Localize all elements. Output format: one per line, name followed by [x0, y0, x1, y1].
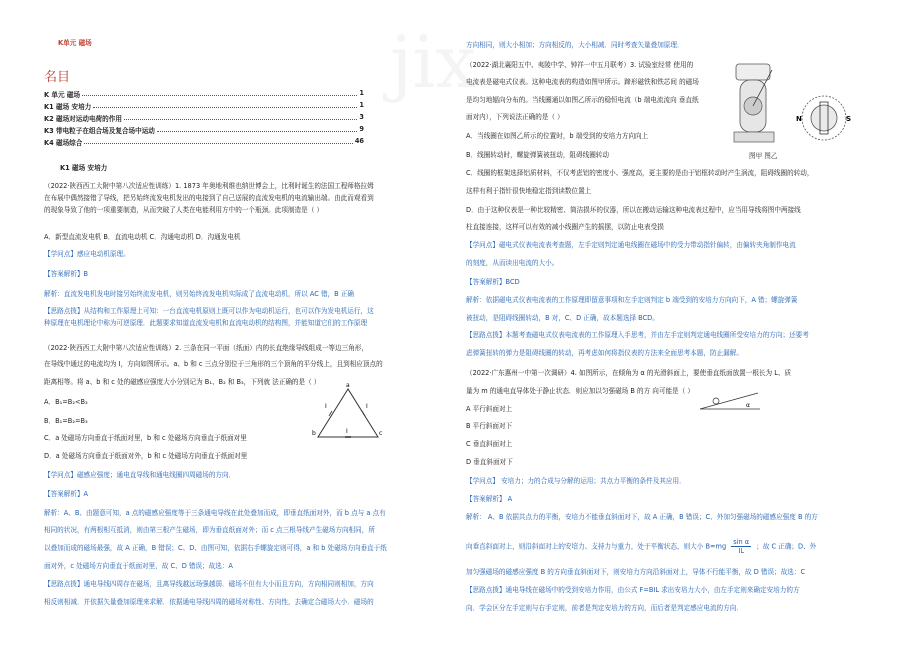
- q2-option-d: D．a 处磁场方向垂直于纸面对外，b 和 c 处磁场方向垂直于纸面对里: [44, 452, 248, 460]
- toc-leader: [157, 125, 358, 132]
- q1-hint: 种原理在电机理论中称为可逆原理．此题要求知道直流发电机和直流电动机的结构图，并能知道它们的工作原理: [44, 319, 368, 327]
- continued-hint: 方向相同，则大小相加；方向相反的，大小相减．同时考查矢量叠加原理．: [466, 41, 684, 49]
- q4-knowledge-point: 【学问点】 安培力；力的合成与分解的运用；共点力平衡的条件及其应用．: [466, 477, 686, 485]
- triangle-wire-figure: [312, 383, 384, 441]
- toc-entry-label: K3 带电粒子在组合场及复合场中运动: [44, 127, 155, 135]
- q4-explanation: [466, 538, 886, 555]
- q3-option-a: A．当线圈在如图乙所示的位置时，b 端受到的安培力方向向上: [466, 132, 649, 140]
- q3-answer: 【答案解析】BCD: [466, 278, 520, 286]
- q3-explanation: 被扭动，是阻碍线圈转动，B 对，C、D 正确，故本题选择 BCD。: [466, 314, 659, 322]
- toc-entry-page: 1: [359, 101, 364, 109]
- q2-option-c: C．a 处磁场方向垂直于纸面对里，b 和 c 处磁场方向垂直于纸面对里: [44, 434, 247, 442]
- toc-title: 名目: [44, 70, 71, 85]
- q3-knowledge-point: 的刻度，从而读出电流的大小。: [466, 259, 559, 267]
- toc-leader: [84, 137, 352, 144]
- toc-entry-label: K2 磁场对运动电荷的作用: [44, 115, 122, 123]
- q4-text: （2022·广东惠州一中第一次调研）4. 如图所示，在倾角为 α 的光滑斜面上，要使垂直纸面放置一根长为 L、质: [466, 369, 792, 377]
- q2-option-a: A．B₁=B₂<B₃: [44, 398, 88, 406]
- q2-option-b: B．B₁=B₂=B₃: [44, 417, 88, 425]
- q2-hint: 【思路点拨】通电导线四周存在磁场，且离导线越远场强越弱．磁场不但有大小而且方向，方向相同则相加，方向: [44, 580, 374, 588]
- q1-text: 在布展中偶然接错了导线，把另始终流发电机发出的电接到了自己送展的直流发电机的电流输出端。由此而观看到: [44, 194, 374, 202]
- section-title: K1 磁场 安培力: [60, 164, 108, 172]
- q4-explanation-text: 向垂直斜面对上，则沿斜面对上的安培力、支持力与重力，处于平衡状态，则大小 B=mg: [466, 542, 727, 551]
- toc-entry-page: 1: [359, 89, 364, 97]
- q4-explanation: 解析： A、B 依据共点力的平衡，安培力不能垂直斜面对下，故 A 正确，B 错误；C、外加匀强磁场的磁感应强度 B 的方: [466, 513, 818, 521]
- formula-fraction: [731, 538, 751, 555]
- q1-text: 的现象导致了他的一项重要制造，从而突破了人类在电能利用方中的一个瓶颈。此项制造是（ ）: [44, 206, 324, 214]
- formula-denominator: IL: [738, 547, 744, 555]
- q3-text: 面对内），下列说法正确的是（ ）: [466, 113, 564, 121]
- toc-leader: [124, 113, 357, 120]
- q4-option-a: A 平行斜面对上: [466, 405, 513, 413]
- q2-text: 在导线中通过的电流均为 I，方向如图所示。a、b 和 c 三点分别位于三角形的三个顶角的平分线上，且到相应顶点的: [44, 360, 383, 368]
- q3-option-c: C．线圈的框架选择铝质材料，不仅考虑铝的密度小、强度高，更主要的是由于铝框转动时产生涡流，阻碍线圈的转动，: [466, 169, 814, 177]
- toc-entry-page: 9: [359, 125, 364, 133]
- meter-structure-figure: [726, 58, 786, 150]
- q2-answer: 【答案解析】A: [44, 490, 89, 498]
- pole-label: S: [846, 115, 852, 123]
- q1-hint: 【思路点拨】从结构和工作原理上可知：一台直流电机原则上既可以作为电动机运行，也可以作为发电机运行，这: [44, 307, 374, 315]
- q2-knowledge-point: 【学问点】磁感应强度；通电直导线和通电线圈四周磁场的方向．: [44, 471, 236, 479]
- q4-option-c: C 垂直斜面对上: [466, 440, 513, 448]
- current-label: I: [325, 403, 327, 410]
- formula-numerator: sin α: [733, 538, 750, 546]
- q2-explanation: 面对外，c 处磁场方向垂直于纸面对里，故 C、D 错误；故选：A: [44, 562, 233, 570]
- q4-option-d: D 垂直斜面对下: [466, 458, 513, 466]
- q3-option-b: B．线圈转动时，螺旋弹簧被扭动，阻碍线圈转动: [466, 151, 609, 159]
- toc-entry-page: 3: [359, 113, 364, 121]
- unit-header: K单元 磁场: [58, 39, 92, 47]
- pole-label: N: [796, 115, 802, 123]
- q3-option-c: 这样有利于指针很快地稳定指到读数位置上: [466, 187, 592, 195]
- coil-cross-section-figure: [794, 90, 854, 150]
- toc-entry-label: K4 磁场综合: [44, 139, 83, 147]
- toc-leader: [82, 89, 357, 96]
- q1-explanation: 解析：直流发电机发电时接另始终流发电机，则另始终流发电机实际成了直流电动机，所以 AC 错，B 正确: [44, 290, 354, 298]
- toc-entry[interactable]: [44, 89, 364, 99]
- q3-text: 电流表是磁电式仪表。这种电流表的构造如图甲所示。蹄形磁铁和铁芯间 的磁场: [466, 78, 699, 86]
- toc-entry-page: 46: [354, 137, 364, 145]
- watermark: [390, 20, 476, 104]
- point-label: b: [312, 430, 316, 437]
- q3-text: 是均匀地辐向分布的。当线圈通以如图乙所示的稳恒电流（b 端电流流向 垂直纸: [466, 96, 699, 104]
- toc-entry-label: K1 磁场 安培力: [44, 103, 92, 111]
- q3-knowledge-point: 【学问点】磁电式仪表电流表考查题，左手定则判定通电线圈在磁场中的受力带动指针偏转，由偏转夹角制作电流: [466, 241, 796, 249]
- q4-explanation-text: ；故 C 正确；D、外: [756, 542, 817, 551]
- q1-knowledge-point: 【学问点】感应电动机原理。: [44, 250, 130, 258]
- point-label: a: [346, 383, 350, 389]
- toc-entry-label: K 单元 磁场: [44, 91, 81, 99]
- q4-hint: 向．学会区分左手定则与右手定则，前者是判定安培力的方向，而后者是判定感应电流的方向．: [466, 604, 743, 612]
- q1-options: A．新型直流发电机 B．直流电动机 C．沟通电动机 D．沟通发电机: [44, 233, 241, 241]
- q2-explanation: 以叠加而成的磁场最强，故 A 正确，B 错误；C、D、由图可知，依据右手螺旋定则可得，a 和 b 处磁场方向垂直于纸: [44, 544, 387, 552]
- toc-entry[interactable]: [44, 113, 364, 123]
- q2-text: （2022·陕西西工大附中第八次适应性训练）2. 三条在同一平面（纸面）内的长直绝缘导线组成一等边三角形，: [44, 344, 368, 352]
- current-label: I: [366, 403, 368, 410]
- q4-hint: 【思路点拨】通电导线在磁场中的受到安培力作用，由公式 F=BIL 求出安培力大小，由左手定则来确定安培力的方: [466, 586, 800, 594]
- q3-hint: 【思路点拨】本题考查磁电式仪表电流表的工作原理入手思考，并由左手定则判定通电线圈所受安培力的方向；还要考: [466, 331, 809, 339]
- q4-answer: 【答案解析】 A: [466, 495, 513, 503]
- q2-explanation: 相同的状况，有两根相互抵消，则由第三根产生磁场，即为垂直纸面对外；而 c 点三根导线产生磁场方向相同，所: [44, 526, 375, 534]
- q3-text: （2022·湖北襄阳五中、夷陵中学、钟祥一中五月联考）3. 试验室经常 使用的: [466, 61, 694, 69]
- toc-entry[interactable]: [44, 101, 364, 111]
- q3-option-d: D．由于这种仪表是一种比较精密、简洁损坏的仪器，所以在搬动运输这种电流表过程中，应当用导线将图中两接线: [466, 206, 801, 214]
- q2-hint: 相反则相减．并依据矢量叠加原理来求解．依据通电导线四周的磁场对称性、方向性，去确定合磁场大小．磁场的: [44, 598, 374, 606]
- current-arrow: [362, 411, 365, 416]
- q4-option-b: B 平行斜面对下: [466, 422, 513, 430]
- q4-explanation: 加匀强磁场的磁感应强度 B 的方向垂直斜面对下，则安培力方向沿斜面对上，导体不行能平衡，故 D 错误；故选：C: [466, 568, 806, 576]
- figure-caption: 图甲 图乙: [749, 152, 778, 160]
- q4-text: 量为 m 的通电直导体处于静止状态．则应加以匀强磁场 B 的方 向可能是（ ）: [466, 387, 694, 395]
- q3-hint: 虑弹簧扭转的弹力是阻碍线圈的转动，再考虑如何将指仪表的方法来全面思考本题，防止漏解。: [466, 349, 743, 357]
- incline-figure: [698, 388, 762, 412]
- q3-option-d: 柱直接连接，这样可以有效的减小线圈产生的摇摆，以防止电表受损: [466, 223, 664, 231]
- angle-label: α: [746, 402, 750, 409]
- q2-text: 距离相等。将 a、b 和 c 处的磁感应强度大小分别记为 B₁、B₂ 和 B₃，下列就 法正确的是（ ）: [44, 378, 321, 386]
- point-label: c: [379, 430, 383, 437]
- q1-text: （2022·陕西西工大附中第八次适应性训练）1. 1873 年奥地利维也纳世博会上，比利时诞生的法国工程师格拉姆: [44, 182, 374, 190]
- conductor-icon: [713, 398, 719, 404]
- current-label: I: [346, 428, 348, 435]
- toc-leader: [93, 101, 357, 108]
- q3-explanation: 解析：依据磁电式仪表电流表的工作原理即留意事项和左手定则判定 b 端受到的安培力方向向下，A 错；螺旋弹簧: [466, 296, 798, 304]
- q2-explanation: 解析：A、B、由题意可知，a 点的磁感应强度等于三条通电导线在此处叠加而成，即垂直纸面对外，而 b 点与 a 点有: [44, 509, 386, 517]
- q1-answer: 【答案解析】B: [44, 270, 89, 278]
- toc-entry[interactable]: [44, 125, 364, 135]
- toc-entry[interactable]: [44, 137, 364, 147]
